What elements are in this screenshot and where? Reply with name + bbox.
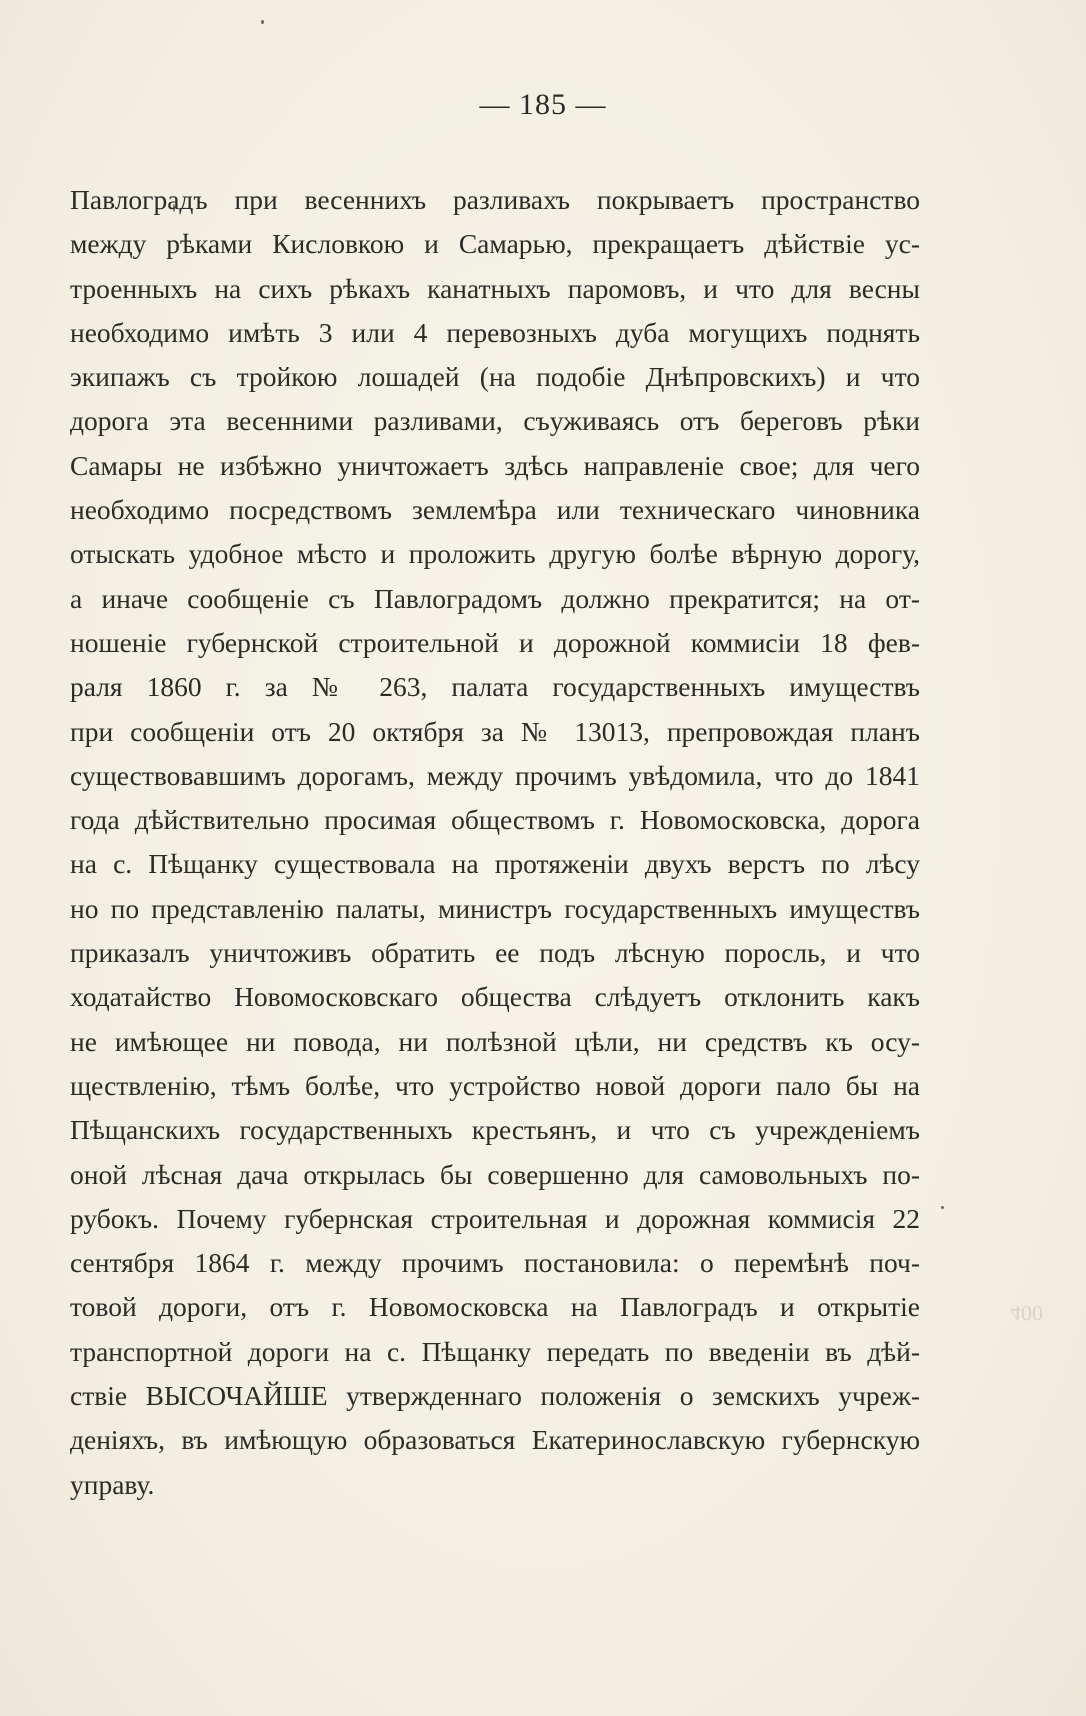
text-line: отыскать удобное мѣсто и проложить другую болѣе вѣрную дорогу,: [70, 538, 920, 570]
text-line: на с. Пѣщанку существовала на протяженіи двухъ верстъ по лѣсу: [70, 848, 920, 880]
text-line: оной лѣсная дача открылась бы совершенно для самовольныхъ по-: [70, 1158, 920, 1190]
page-number: — 185 —: [479, 88, 607, 121]
text-line: деніяхъ, въ имѣющую образоваться Екатеринославскую губернскую: [70, 1424, 920, 1456]
text-line: между рѣками Кисловкою и Самарью, прекращаетъ дѣйствіе ус-: [70, 228, 920, 260]
text-line: не имѣющее ни повода, ни полѣзной цѣли, ни средствъ къ осу-: [70, 1025, 920, 1057]
text-line: Пѣщанскихъ государственныхъ крестьянъ, и что съ учрежденіемъ: [70, 1114, 920, 1146]
text-line: ствіе ВЫСОЧАЙШЕ утвержденнаго положенія о земскихъ учреж-: [70, 1380, 920, 1412]
text-line: приказалъ уничтоживъ обратить ее подъ лѣсную поросль, и что: [70, 937, 920, 969]
text-line: ношеніе губернской строительной и дорожной коммисіи 18 фев-: [70, 626, 920, 658]
text-line: управу.: [70, 1468, 155, 1500]
text-line: транспортной дороги на с. Пѣщанку передать по введеніи въ дѣй-: [70, 1335, 920, 1367]
ink-speck: [941, 1206, 944, 1209]
text-line: раля 1860 г. за № 263, палата государственныхъ имуществъ: [70, 671, 920, 703]
text-line: товой дороги, отъ г. Новомосковска на Павлоградъ и открытіе: [70, 1291, 920, 1323]
text-line: необходимо посредствомъ землемѣра или техническаго чиновника: [70, 494, 920, 526]
text-line: троенныхъ на сихъ рѣкахъ канатныхъ паромовъ, и что для весны: [70, 272, 920, 304]
text-line: а иначе сообщеніе съ Павлоградомъ должно прекратится; на от-: [70, 582, 920, 614]
text-line: года дѣйствительно просимая обществомъ г. Новомосковска, дорога: [70, 804, 920, 836]
body-text: [70, 178, 920, 1507]
ink-speck: [261, 20, 264, 24]
text-line: но по представленію палаты, министръ государственныхъ имуществъ: [70, 892, 920, 924]
text-line: необходимо имѣть 3 или 4 перевозныхъ дуба могущихъ поднять: [70, 316, 920, 348]
text-line: при сообщеніи отъ 20 октября за № 13013, препровождая планъ: [70, 715, 920, 747]
text-line: сентября 1864 г. между прочимъ постановила: о перемѣнѣ поч-: [70, 1247, 920, 1279]
text-line: дорога эта весенними разливами, съуживаясь отъ береговъ рѣки: [70, 405, 920, 437]
show-through-text: 400: [1010, 1301, 1043, 1326]
text-line: ходатайство Новомосковскаго общества слѣдуетъ отклонить какъ: [70, 981, 920, 1013]
text-line: существовавшимъ дорогамъ, между прочимъ увѣдомила, что до 1841: [70, 759, 920, 791]
text-line: Самары не избѣжно уничтожаетъ здѣсь направленіе свое; для чего: [70, 449, 920, 481]
text-line: ществленію, тѣмъ болѣе, что устройство новой дороги пало бы на: [70, 1069, 920, 1101]
text-line: экипажъ съ тройкою лошадей (на подобіе Днѣпровскихъ) и что: [70, 361, 920, 393]
text-line: рубокъ. Почему губернская строительная и дорожная коммисія 22: [70, 1202, 920, 1234]
text-line: Павлоградъ при весеннихъ разливахъ покрываетъ пространство: [70, 184, 920, 215]
